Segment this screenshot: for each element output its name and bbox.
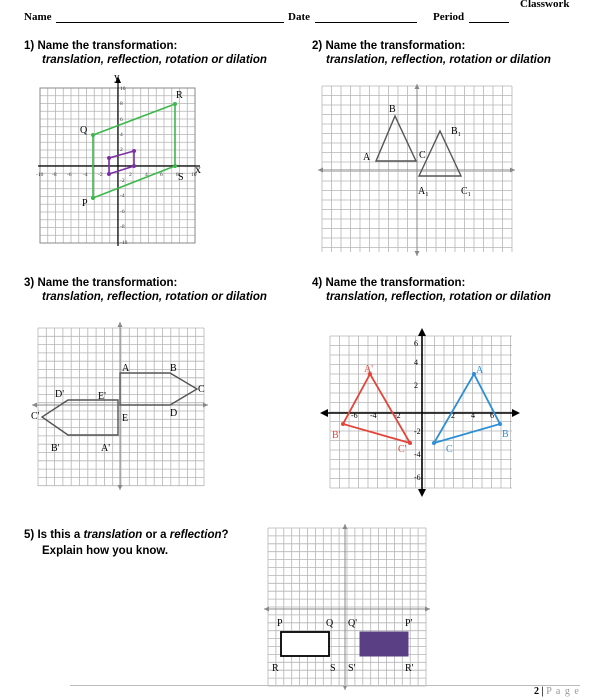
svg-text:B: B [170,363,177,374]
tick-label: 8 [120,101,123,107]
svg-text:B: B [389,104,396,115]
tick-label: 2 [414,381,418,390]
tick-label: -4 [414,450,421,459]
tick-label: 6 [490,411,494,420]
tick-label: 2 [120,147,123,153]
tick-label: 2 [129,172,132,178]
name-field[interactable] [56,12,284,23]
tick-label: 4 [414,358,418,367]
svg-text:C: C [446,444,453,455]
tick-label: -10 [36,172,44,178]
svg-text:C: C [198,384,205,395]
label-S: S [178,172,184,183]
svg-text:S: S [330,663,336,674]
label-R: R [176,90,183,101]
name-label: Name [24,11,52,23]
question-5: 5) Is this a translation or a reflection? Explain how you know. [24,529,229,557]
graph-5 [262,522,432,692]
tick-label: 4 [120,132,123,138]
svg-text:C': C' [31,411,40,422]
red-triangle [343,374,410,443]
purple-rectangle [360,632,408,656]
graph-4 [318,326,523,501]
page-footer: 2 | P a g e [534,686,580,697]
period-field[interactable] [469,12,509,23]
small-parallelogram [109,151,134,174]
svg-text:B₁: B₁ [451,126,462,137]
svg-text:A': A' [364,364,374,375]
svg-text:A: A [363,152,371,163]
svg-text:D: D [170,408,178,419]
tick-label: 10 [191,172,197,178]
svg-text:S': S' [348,663,356,674]
tick-label: -4 [370,411,377,420]
svg-text:B': B' [332,430,341,441]
tick-label: -6 [120,209,125,215]
graph-3 [28,318,213,496]
tick-label: 4 [145,172,148,178]
graph-1 [35,75,210,255]
tick-label: -8 [52,172,57,178]
tick-label: -6 [351,411,358,420]
svg-text:D': D' [55,389,65,400]
tick-label: 8 [176,172,179,178]
footer-rule [70,685,580,686]
svg-text:P': P' [405,618,413,629]
graph-2 [315,80,520,260]
label-Q: Q [80,125,88,136]
svg-text:E': E' [98,391,106,402]
svg-text:R': R' [405,663,414,674]
x-axis-label: x [195,162,201,176]
tick-label: -8 [120,224,125,230]
tick-label: 10 [120,86,126,92]
question-2: 2) Name the transformation: translation, reflection, rotation or dilation [312,40,551,66]
question-3: 3) Name the transformation: translation, reflection, rotation or dilation [24,277,267,303]
period-label: Period [433,11,465,23]
svg-text:A: A [476,365,484,376]
svg-text:Q: Q [326,618,334,629]
tick-label: -6 [67,172,72,178]
svg-text:B': B' [51,443,60,454]
tick-label: -2 [98,172,103,178]
tick-label: 6 [414,339,418,348]
svg-text:C: C [419,150,426,161]
classwork-label: Classwork [520,0,570,10]
triangle-ABC [376,116,416,161]
tick-label: 6 [160,172,163,178]
svg-text:A': A' [101,443,111,454]
tick-label: 2 [451,411,455,420]
svg-text:R: R [272,663,279,674]
question-1: 1) Name the transformation: translation, reflection, rotation or dilation [24,40,267,66]
date-label: Date [288,11,310,23]
tick-label: 4 [471,411,475,420]
tick-label: 6 [120,117,123,123]
white-rectangle [281,632,329,656]
svg-text:E: E [122,413,129,424]
tick-label: -10 [120,240,128,246]
question-4: 4) Name the transformation: translation, reflection, rotation or dilation [312,277,551,303]
tick-label: -4 [120,193,125,199]
svg-text:A₁: A₁ [418,186,429,197]
svg-text:P: P [277,618,283,629]
svg-text:A: A [122,363,130,374]
tick-label: -2 [394,411,401,420]
svg-text:C': C' [398,444,407,455]
svg-text:C₁: C₁ [461,186,472,197]
tick-label: -2 [120,178,125,184]
tick-label: -2 [414,427,421,436]
label-P: P [82,198,88,209]
date-field[interactable] [315,12,417,23]
y-axis-label: y [114,75,120,83]
tick-label: -4 [83,172,88,178]
tick-label: -6 [414,473,421,482]
svg-text:Q': Q' [348,618,358,629]
svg-text:B: B [502,429,509,440]
